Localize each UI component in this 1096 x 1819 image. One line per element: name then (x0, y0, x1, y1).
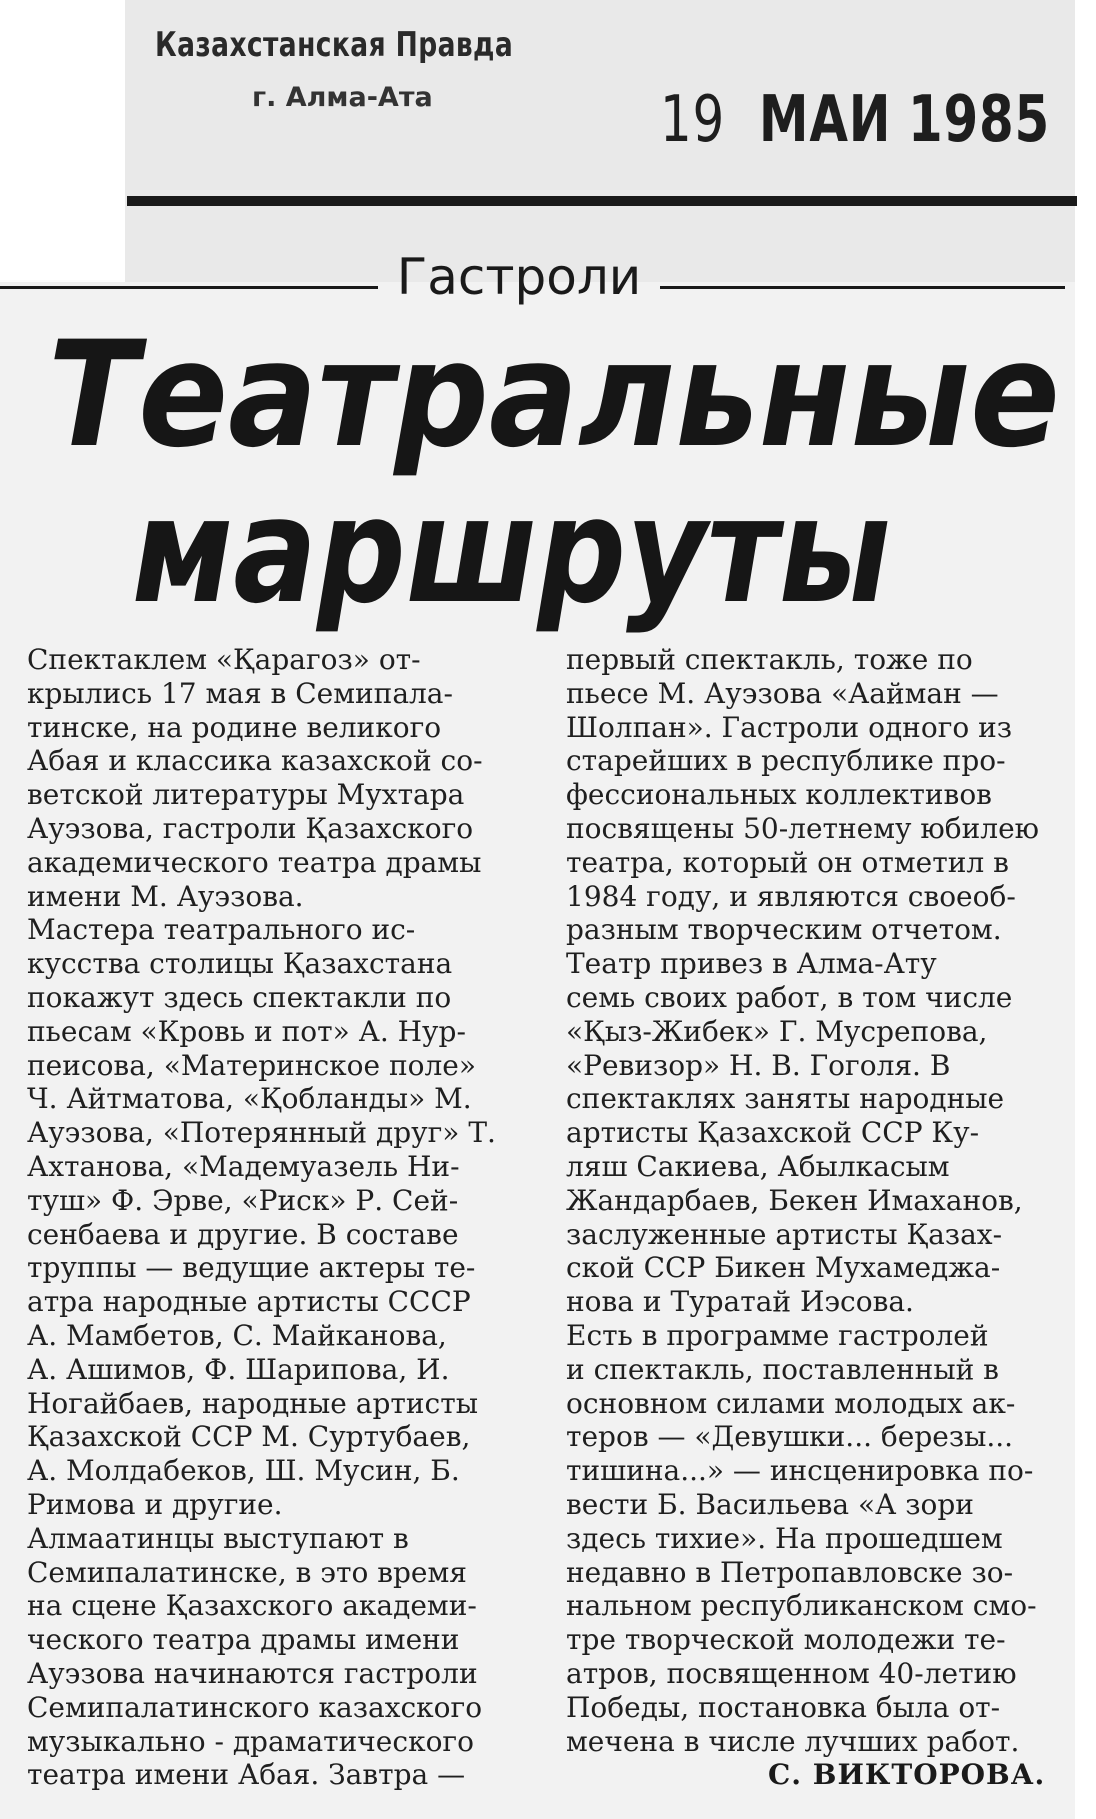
section-rule-right (660, 286, 1065, 289)
paper-edge (0, 0, 125, 282)
article-text-line: основном силами молодых ак- (566, 1386, 1016, 1420)
article-text-line: атра народные артисты СССР (27, 1285, 471, 1319)
article-text-line: Семипалатинского казахского (27, 1690, 483, 1724)
article-text-line: музыкально - драматического (27, 1724, 474, 1758)
headline-line-1: Театральные (48, 310, 1060, 480)
section-rule-left (0, 286, 378, 289)
article-text-line: ветской литературы Мухтара (27, 778, 465, 812)
article-text-line: Спектаклем «Қарагоз» от- (27, 643, 421, 676)
article-text-line: крылись 17 мая в Семипала- (27, 676, 453, 710)
article-text-line: здесь тихие». На прошедшем (566, 1521, 1003, 1555)
article-text-line: Алмаатинцы выступают в (27, 1521, 409, 1555)
article-text-line: сенбаева и другие. В составе (27, 1217, 459, 1251)
article-text-line: Қазахской ССР М. Суртубаев, (27, 1420, 471, 1454)
article-text-line: артисты Қазахской ССР Ку- (566, 1116, 980, 1150)
article-text-line: фессиональных коллективов (566, 778, 992, 812)
date-stamp-month: МАИ (758, 83, 892, 157)
article-text-line: на сцене Қазахского академи- (27, 1589, 477, 1623)
article-text-line: тинске, на родине великого (27, 710, 442, 744)
article-text-line: Ахтанова, «Мадемуазель Ни- (27, 1149, 460, 1183)
article-text-line: теров — «Девушки... березы... (566, 1420, 1014, 1454)
masthead-rule (127, 196, 1077, 206)
article-text-line: А. Ашимов, Ф. Шарипова, И. (27, 1352, 450, 1386)
headline-line-2: маршруты (132, 466, 891, 636)
article-column-left (27, 643, 529, 1792)
article-text-line: Театр привез в Алма-Ату (566, 947, 937, 981)
article-text-line: посвящены 50-летнему юбилею (566, 811, 1040, 845)
article-text-line: покажут здесь спектакли по (27, 980, 452, 1014)
article-text-line: пеисова, «Материнское поле» (27, 1048, 477, 1082)
article-column-right (566, 643, 1068, 1758)
article-text-line: академического театра драмы (27, 845, 482, 879)
date-stamp-year: 1985 (907, 83, 1051, 157)
article-text-line: имени М. Ауэзова. (27, 879, 304, 913)
article-text-line: спектаклях заняты народные (566, 1082, 1005, 1116)
article-text-line: вести Б. Васильева «А зори (566, 1487, 974, 1521)
article-text-line: ской ССР Бикен Мухамеджа- (566, 1251, 1001, 1285)
article-text-line: туш» Ф. Эрве, «Риск» Р. Сей- (27, 1183, 459, 1217)
article-text-line: Жандарбаев, Бекен Имаханов, (566, 1183, 1023, 1217)
article-text-line: мечена в числе лучших работ. (566, 1724, 1020, 1758)
article-text-line: Ауэзова, «Потерянный друг» Т. (27, 1116, 496, 1150)
article-text-line: Шолпан». Гастроли одного из (566, 710, 1013, 744)
article-text-line: «Қыз-Жибек» Г. Мусрепова, (566, 1014, 988, 1048)
paper-edge-right (1075, 0, 1096, 1819)
article-text-line: труппы — ведущие актеры те- (27, 1251, 476, 1285)
article-text-line: театра, который он отметил в (566, 845, 1009, 879)
article-text-line: кусства столицы Қазахстана (27, 947, 453, 981)
section-title: Гастроли (396, 248, 642, 306)
article-text-line: А. Молдабеков, Ш. Мусин, Б. (27, 1454, 460, 1488)
date-stamp-day: 19 (660, 83, 726, 157)
article-text-line: пьесам «Кровь и пот» А. Нур- (27, 1014, 466, 1048)
article-text-line: старейших в республике про- (566, 744, 1006, 778)
article-text-line: заслуженные артисты Қазах- (566, 1217, 1003, 1251)
article-text-line: «Ревизор» Н. В. Гоголя. В (566, 1048, 951, 1082)
article-text-line: 1984 году, и являются своеоб- (566, 879, 1016, 913)
article-text-line: Ногайбаев, народные артисты (27, 1386, 479, 1420)
article-text-line: Победы, постановка была от- (566, 1690, 1001, 1724)
article-text-line: Есть в программе гастролей (566, 1318, 989, 1352)
article-text-line: семь своих работ, в том числе (566, 980, 1013, 1014)
article-text-line: театра имени Абая. Завтра — (27, 1758, 466, 1792)
article-text-line: атров, посвященном 40-летию (566, 1656, 1017, 1690)
article-text-line: Семипалатинске, в это время (27, 1555, 467, 1589)
article-text-line: первый спектакль, тоже по (566, 643, 973, 676)
article-text-line: Римова и другие. (27, 1487, 283, 1521)
article-text-line: ляш Сакиева, Абылкасым (566, 1149, 950, 1183)
article-text-line: Ауэзова начинаются гастроли (27, 1656, 478, 1690)
article-text-line: тишина...» — инсценировка по- (566, 1454, 1034, 1488)
article-text-line: нова и Туратай Иэсова. (566, 1285, 914, 1319)
city-line: г. Алма-Ата (252, 82, 433, 113)
author-signature: С. ВИКТОРОВА. (768, 1758, 1046, 1791)
article-text-line: Ауэзова, гастроли Қазахского (27, 811, 474, 845)
article-text-line: ческого театра драмы имени (27, 1623, 460, 1657)
article-text-line: Ч. Айтматова, «Қобланды» М. (27, 1082, 472, 1116)
article-text-line: тре творческой молодежи те- (566, 1623, 1006, 1657)
article-text-line: разным творческим отчетом. (566, 913, 1002, 947)
article-text-line: недавно в Петропавловске зо- (566, 1555, 1014, 1589)
article-text-line: А. Мамбетов, С. Майканова, (27, 1318, 447, 1352)
article-text-line: Мастера театрального ис- (27, 913, 416, 947)
article-text-line: нальном республиканском смо- (566, 1589, 1037, 1623)
article-text-line: и спектакль, поставленный в (566, 1352, 999, 1386)
date-stamp (660, 83, 1051, 157)
article-text-line: Абая и классика казахской со- (27, 744, 483, 778)
newspaper-name: Казахстанская Правда (155, 25, 514, 65)
article-text-line: пьесе М. Ауэзова «Ааймaн — (566, 676, 999, 710)
